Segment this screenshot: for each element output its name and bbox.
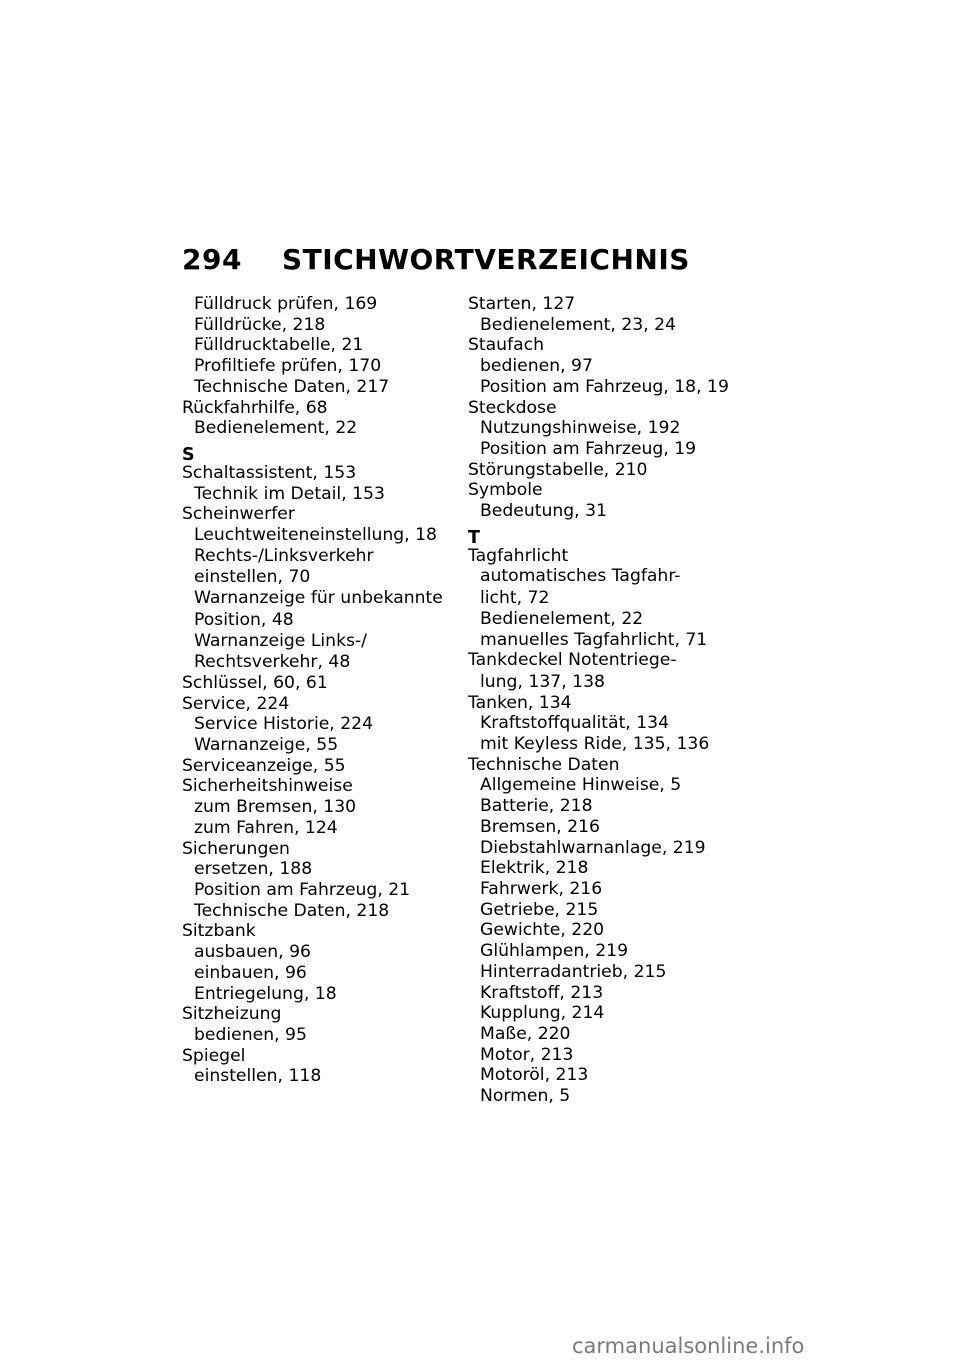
index-subentry: automatisches Tagfahr-	[480, 566, 681, 587]
index-section-letter: S	[182, 444, 195, 465]
index-entry: Spiegel	[182, 1045, 246, 1066]
index-entry: Tanken, 134	[468, 692, 572, 713]
index-subentry: zum Fahren, 124	[194, 817, 338, 838]
index-subentry: Motor, 213	[480, 1044, 574, 1065]
page-number: 294	[182, 243, 242, 276]
index-entry: Staufach	[468, 335, 545, 356]
index-subentry: Technische Daten, 218	[194, 900, 390, 921]
index-subentry: Bedienelement, 22	[480, 608, 644, 629]
index-subentry: Diebstahlwarnanlage, 219	[480, 837, 706, 858]
index-entry: Rückfahrhilfe, 68	[182, 397, 328, 418]
index-subentry: Kupplung, 214	[480, 1003, 605, 1024]
index-subentry: einstellen, 118	[194, 1066, 322, 1087]
index-subentry: Kraftstoff, 213	[480, 982, 604, 1003]
index-subentry: Service Historie, 224	[194, 714, 374, 735]
index-subentry: Elektrik, 218	[480, 858, 589, 879]
index-entry: Störungstabelle, 210	[468, 459, 648, 480]
index-entry: Service, 224	[182, 693, 290, 714]
index-subentry: Gewichte, 220	[480, 920, 605, 941]
index-subentry: lung, 137, 138	[480, 671, 605, 692]
index-column-left	[182, 294, 457, 1087]
index-subentry: Rechts-/Linksverkehr	[194, 545, 374, 566]
index-subentry: mit Keyless Ride, 135, 136	[480, 734, 710, 755]
index-subentry: manuelles Tagfahrlicht, 71	[480, 629, 708, 650]
index-subentry: Fahrwerk, 216	[480, 878, 603, 899]
index-subentry: Kraftstoffqualität, 134	[480, 713, 670, 734]
index-entry: Schlüssel, 60, 61	[182, 672, 328, 693]
index-entry: Tankdeckel Notentriege-	[468, 650, 677, 671]
index-entry: Sitzbank	[182, 921, 256, 942]
index-subentry: Bedeutung, 31	[480, 501, 607, 522]
index-subentry: zum Bremsen, 130	[194, 797, 357, 818]
index-subentry: Fülldrucktabelle, 21	[194, 335, 364, 356]
index-subentry: Batterie, 218	[480, 796, 593, 817]
index-subentry: Bremsen, 216	[480, 816, 600, 837]
index-subentry: Hinterradantrieb, 215	[480, 961, 667, 982]
index-subentry: Warnanzeige für unbekannte	[194, 588, 443, 609]
index-subentry: Position am Fahrzeug, 19	[480, 438, 697, 459]
index-subentry: licht, 72	[480, 588, 550, 609]
index-column-right	[468, 294, 743, 1107]
index-subentry: Fülldrücke, 218	[194, 314, 326, 335]
index-subentry: Allgemeine Hinweise, 5	[480, 775, 682, 796]
index-subentry: Profiltiefe prüfen, 170	[194, 356, 382, 377]
page-title: STICHWORTVERZEICHNIS	[281, 243, 690, 276]
index-subentry: Warnanzeige Links-/	[194, 630, 367, 651]
index-section-letter: T	[468, 527, 480, 548]
index-subentry: einstellen, 70	[194, 567, 311, 588]
index-subentry: Technische Daten, 217	[194, 376, 390, 397]
index-entry: Steckdose	[468, 397, 557, 418]
index-subentry: Position, 48	[194, 609, 294, 630]
index-entry: Sicherungen	[182, 838, 290, 859]
index-subentry: ersetzen, 188	[194, 859, 313, 880]
index-subentry: einbauen, 96	[194, 962, 307, 983]
index-subentry: Nutzungshinweise, 192	[480, 418, 681, 439]
index-subentry: Maße, 220	[480, 1023, 571, 1044]
index-subentry: Motoröl, 213	[480, 1065, 589, 1086]
index-subentry: bedienen, 97	[480, 356, 593, 377]
index-subentry: Entriegelung, 18	[194, 983, 337, 1004]
index-subentry: Normen, 5	[480, 1086, 571, 1107]
index-entry: Sicherheitshinweise	[182, 776, 353, 797]
index-entry: Sitzheizung	[182, 1004, 282, 1025]
index-entry: Technische Daten	[468, 754, 620, 775]
page-header	[182, 243, 690, 276]
index-subentry: bedienen, 95	[194, 1024, 307, 1045]
index-subentry: Warnanzeige, 55	[194, 735, 339, 756]
index-subentry: Fülldruck prüfen, 169	[194, 294, 378, 314]
index-subentry: Leuchtweiteneinstellung, 18	[194, 525, 437, 546]
index-entry: Starten, 127	[468, 294, 576, 314]
index-entry: Scheinwerfer	[182, 504, 295, 525]
index-subentry: Position am Fahrzeug, 21	[194, 879, 411, 900]
index-subentry: Glühlampen, 219	[480, 941, 629, 962]
index-subentry: Rechtsverkehr, 48	[194, 652, 351, 673]
index-entry: Serviceanzeige, 55	[182, 755, 346, 776]
index-entry: Symbole	[468, 480, 543, 501]
index-subentry: Getriebe, 215	[480, 899, 599, 920]
index-subentry: Technik im Detail, 153	[194, 483, 385, 504]
index-subentry: Position am Fahrzeug, 18, 19	[480, 376, 729, 397]
index-entry: Schaltassistent, 153	[182, 462, 357, 483]
watermark: carmanualsonline.info	[572, 1334, 805, 1358]
index-entry: Tagfahrlicht	[468, 545, 569, 566]
index-subentry: Bedienelement, 23, 24	[480, 314, 676, 335]
index-subentry: Bedienelement, 22	[194, 418, 358, 439]
index-subentry: ausbauen, 96	[194, 942, 311, 963]
